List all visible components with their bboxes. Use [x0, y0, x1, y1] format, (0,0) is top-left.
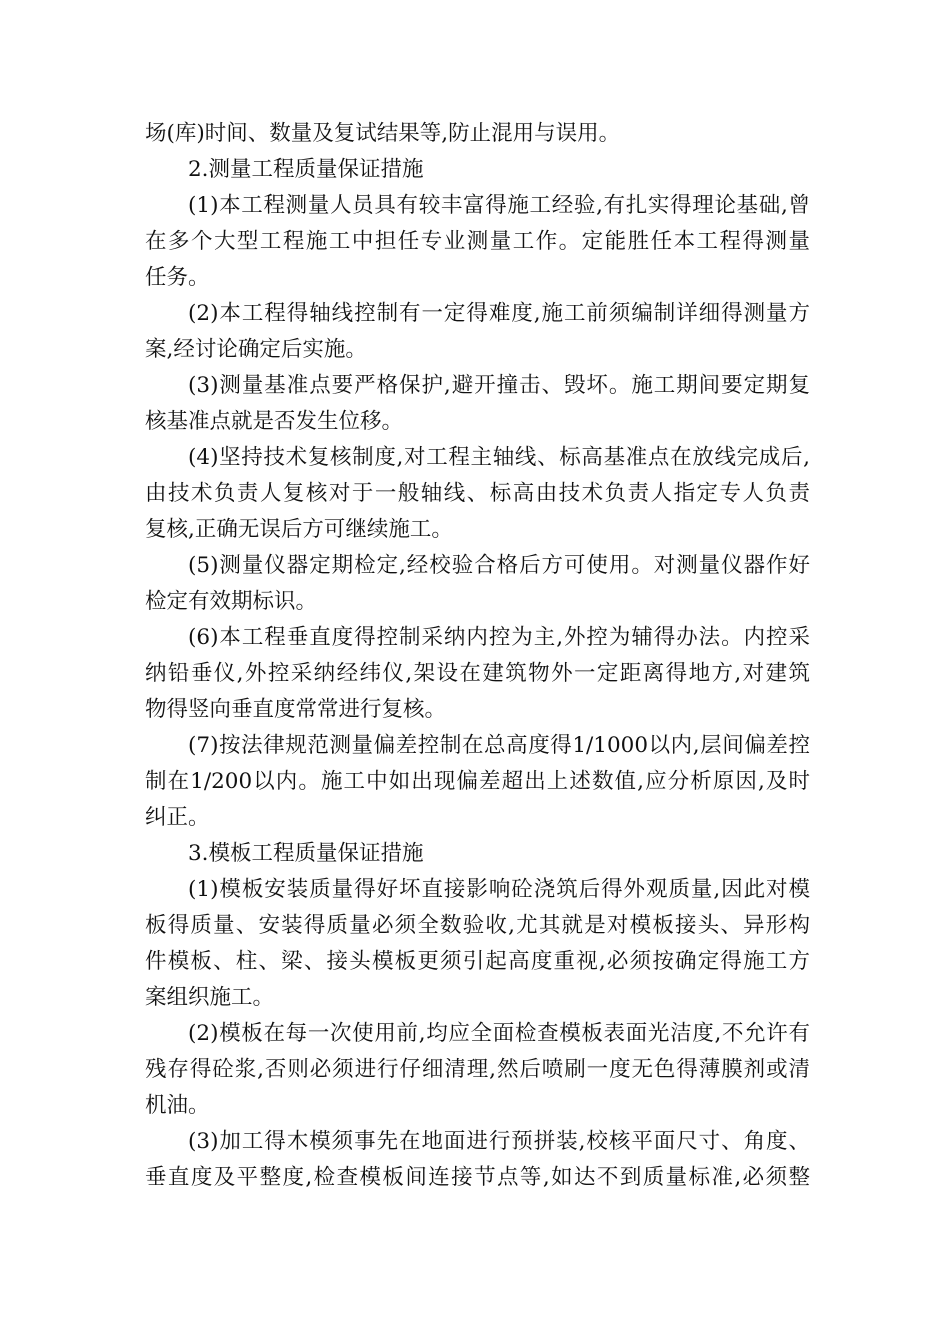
text-line: 场(库)时间、数量及复试结果等,防止混用与误用。	[145, 121, 621, 146]
text-line: 在多个大型工程施工中担任专业测量工作。定能胜任本工程得测量	[145, 229, 810, 254]
text-line: 核基准点就是否发生位移。	[145, 409, 404, 434]
document-body	[145, 116, 810, 1196]
text-line: (4)坚持技术复核制度,对工程主轴线、标高基准点在放线完成后,	[188, 445, 810, 470]
text-line: (2)模板在每一次使用前,均应全面检查模板表面光洁度,不允许有	[188, 1021, 810, 1046]
section-heading-3	[145, 836, 810, 872]
text-line: 机油。	[145, 1093, 210, 1118]
list-item-formwork-1	[145, 872, 810, 1016]
list-item-formwork-2	[145, 1016, 810, 1124]
heading-text: 3.模板工程质量保证措施	[188, 841, 424, 866]
list-item-measure-5	[145, 548, 810, 620]
text-line: (3)测量基准点要严格保护,避开撞击、毁坏。施工期间要定期复	[188, 373, 810, 398]
list-item-formwork-3	[145, 1124, 810, 1196]
text-line: 由技术负责人复核对于一般轴线、标高由技术负责人指定专人负责	[145, 481, 810, 506]
list-item-measure-2	[145, 296, 810, 368]
text-line: 物得竖向垂直度常常进行复核。	[145, 697, 447, 722]
text-line: (6)本工程垂直度得控制采纳内控为主,外控为辅得办法。内控采	[188, 625, 810, 650]
text-line: 案组织施工。	[145, 985, 275, 1010]
paragraph-continuation	[145, 116, 810, 152]
text-line: 残存得砼浆,否则必须进行仔细清理,然后喷刷一度无色得薄膜剂或清	[145, 1057, 810, 1082]
text-line: 件模板、柱、梁、接头模板更须引起高度重视,必须按确定得施工方	[145, 949, 810, 974]
text-line: 垂直度及平整度,检查模板间连接节点等,如达不到质量标准,必须整	[145, 1165, 810, 1190]
text-line: 板得质量、安装得质量必须全数验收,尤其就是对模板接头、异形构	[145, 913, 810, 938]
text-line: 案,经讨论确定后实施。	[145, 337, 367, 362]
text-line: (3)加工得木模须事先在地面进行预拼装,校核平面尺寸、角度、	[188, 1129, 810, 1154]
list-item-measure-4	[145, 440, 810, 548]
text-line: 纳铅垂仪,外控采纳经纬仪,架设在建筑物外一定距离得地方,对建筑	[145, 661, 810, 686]
text-line: (5)测量仪器定期检定,经校验合格后方可使用。对测量仪器作好	[188, 553, 810, 578]
heading-text: 2.测量工程质量保证措施	[188, 157, 424, 182]
text-line: (7)按法律规范测量偏差控制在总高度得1/1000以内,层间偏差控	[188, 733, 810, 758]
list-item-measure-7	[145, 728, 810, 836]
text-line: 纠正。	[145, 805, 210, 830]
text-line: (2)本工程得轴线控制有一定得难度,施工前须编制详细得测量方	[188, 301, 810, 326]
list-item-measure-1	[145, 188, 810, 296]
list-item-measure-6	[145, 620, 810, 728]
text-line: 任务。	[145, 265, 210, 290]
text-line: 检定有效期标识。	[145, 589, 318, 614]
text-line: (1)本工程测量人员具有较丰富得施工经验,有扎实得理论基础,曾	[188, 193, 810, 218]
text-line: 复核,正确无误后方可继续施工。	[145, 517, 453, 542]
list-item-measure-3	[145, 368, 810, 440]
text-line: (1)模板安装质量得好坏直接影响砼浇筑后得外观质量,因此对模	[188, 877, 810, 902]
section-heading-2	[145, 152, 810, 188]
text-line: 制在1/200以内。施工中如出现偏差超出上述数值,应分析原因,及时	[145, 769, 810, 794]
